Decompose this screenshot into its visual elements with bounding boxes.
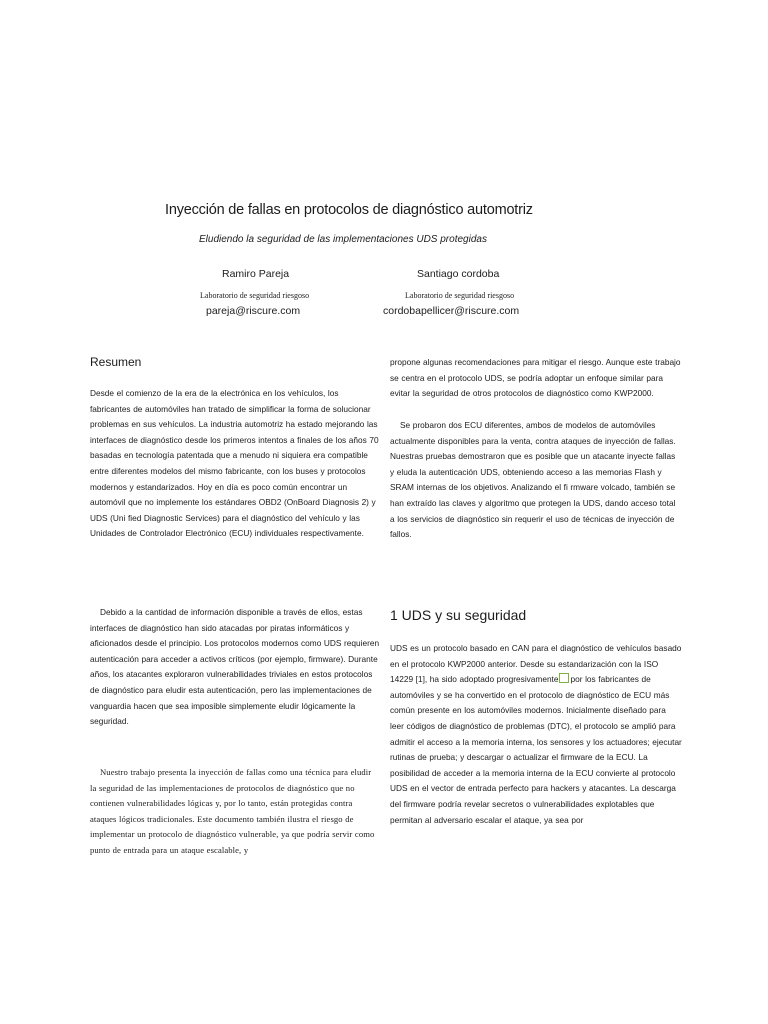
author-name-1: Ramiro Pareja <box>222 268 290 280</box>
section-1-heading-block <box>390 607 682 623</box>
paper-title: Inyección de fallas en protocolos de diagnóstico automotriz <box>165 202 533 218</box>
paper-subtitle: Eludiendo la seguridad de las implementaciones UDS protegidas <box>199 234 487 245</box>
author-email-1[interactable]: pareja@riscure.com <box>206 305 301 317</box>
abstract-paragraph-3-block <box>90 765 380 859</box>
right-paragraph-1-block <box>390 355 682 402</box>
abstract-paragraph-2-block <box>90 605 380 730</box>
author-name-2: Santiago cordoba <box>417 268 500 280</box>
right-paragraph-1: propone algunas recomendaciones para mitigar el riesgo. Aunque este trabajo se centra en el protocolo UDS, se podría adoptar un enfoque similar para evitar la seguridad de otros protocolos de diagnóstico como KWP2000. <box>390 357 681 399</box>
author-affiliation-1: Laboratorio de seguridad riesgoso <box>200 291 310 300</box>
section-1-text-a: UDS es un protocolo basado en CAN para el diagnóstico de vehículos basado en el protocolo KWP2000 anterior. Desde su estandarización con la ISO 14229 [1], ha sido adoptado progresivamente <box>390 643 682 685</box>
citation-marker-icon[interactable] <box>559 673 569 683</box>
abstract-heading-block <box>90 355 380 369</box>
author-affiliation-2: Laboratorio de seguridad riesgoso <box>405 291 515 300</box>
abstract-paragraph-1-block <box>90 386 380 542</box>
right-paragraph-2-block <box>390 418 682 543</box>
section-1-heading: 1 UDS y su seguridad <box>390 607 527 623</box>
author-email-2[interactable]: cordobapellicer@riscure.com <box>383 305 520 317</box>
abstract-paragraph-1: Desde el comienzo de la era de la electrónica en los vehículos, los fabricantes de automóviles han tratado de simplificar la forma de solucionar problemas en sus vehículos. La industria automotriz ha estado mejorando las interfaces de diagnóstico desde los primeros intentos a finales de los años 70 basadas en tecnología patentada que a menudo ni siquiera era compatible entre diferentes modelos del mismo fabricante, con los buses y protocolos modernos y estandarizados. Hoy en día es poco común encontrar un automóvil que no implemente los estándares OBD2 (OnBoard Diagnosis 2) y UDS (Uni fied Diagnostic Services) para el diagnóstico del vehículo y las Unidades de Controlador Electrónico (ECU) individuales respectivamente. <box>90 388 379 539</box>
section-1-paragraph-block <box>390 641 682 828</box>
abstract-paragraph-3: Nuestro trabajo presenta la inyección de fallas como una técnica para eludir la seguridad de las implementaciones de protocolos de diagnóstico que no contienen vulnerabilidades lógicas y, por lo tanto, están protegidas contra ataques lógicos tradicionales. Este documento también ilustra el riesgo de implementar un protocolo de diagnóstico vulnerable, ya que podría servir como punto de entrada para un ataque escalable, y <box>90 767 375 855</box>
abstract-heading: Resumen <box>90 355 142 369</box>
right-paragraph-2: Se probaron dos ECU diferentes, ambos de modelos de automóviles actualmente disponibles para la venta, contra ataques de inyección de fallas. Nuestras pruebas demostraron que es posible que un atacante inyecte fallas y eluda la autenticación UDS, obteniendo acceso a las memorias Flash y SRAM internas de los objetivos. Analizando el fi rmware volcado, también se han extraído las claves y algoritmo que protegen la UDS, dando acceso total a los servicios de diagnóstico sin requerir el uso de técnicas de inyección de fallos. <box>390 420 676 540</box>
abstract-paragraph-2: Debido a la cantidad de información disponible a través de ellos, estas interfaces de diagnóstico han sido atacadas por piratas informáticos y aficionados desde el principio. Los protocolos modernos como UDS requieren autenticación para acceder a activos críticos (por ejemplo, firmware). Durante años, los atacantes exploraron vulnerabilidades triviales en estos protocolos de diagnóstico para eludir esta autenticación, pero las implementaciones de vanguardia hacen que sea imposible simplemente eludir lógicamente la seguridad. <box>90 607 380 727</box>
section-1-paragraph <box>390 641 682 828</box>
section-1-text-b: por los fabricantes de automóviles y se ha convertido en el protocolo de diagnóstico de ECU más común presente en los automóviles modernos. Inicialmente diseñado para leer códigos de diagnóstico de problemas (DTC), el protocolo se amplió para admitir el acceso a la memoria interna, los sensores y los actuadores; ejecutar rutinas de prueba; y descargar o actualizar el firmware de la ECU. La posibilidad de acceder a la memoria interna de la ECU convierte al protocolo UDS en el vector de entrada perfecto para hackers y atacantes. La descarga del firmware podría revelar secretos o vulnerabilidades explotables que permitan al adversario escalar el ataque, ya sea por <box>390 674 682 825</box>
